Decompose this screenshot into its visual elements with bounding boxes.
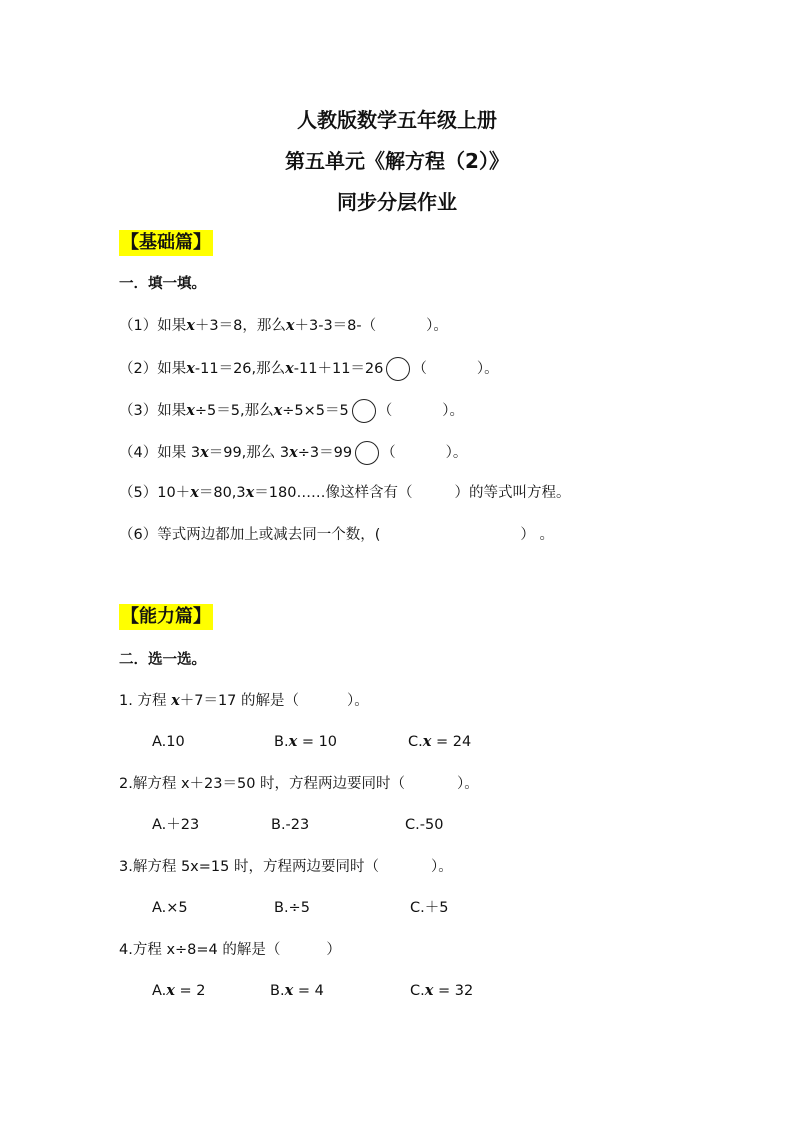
fill-item-4: （4）如果 3x＝99,那么 3x÷3＝99 （ ）。 bbox=[119, 441, 467, 465]
section-ability-label: 【能力篇】 bbox=[119, 604, 213, 630]
fill-item-5: （5）10＋x＝80,3x＝180……像这样含有（ ）的等式叫方程。 bbox=[119, 484, 571, 501]
option-a[interactable]: A.x = 2 bbox=[152, 982, 206, 999]
choose-heading: 二．选一选。 bbox=[119, 652, 206, 668]
fill-item-1: （1）如果x＋3＝8，那么x＋3-3＝8-（ ）。 bbox=[119, 317, 448, 334]
option-b[interactable]: B.x = 4 bbox=[270, 982, 324, 999]
option-a[interactable]: A.×5 bbox=[152, 900, 188, 916]
option-c[interactable]: C.x = 24 bbox=[408, 733, 472, 750]
option-b[interactable]: B.-23 bbox=[271, 817, 310, 833]
operator-circle[interactable] bbox=[355, 441, 379, 465]
section-basic-label: 【基础篇】 bbox=[119, 230, 213, 256]
assignment-title: 同步分层作业 bbox=[337, 190, 457, 214]
fill-item-3: （3）如果x÷5＝5,那么x÷5×5＝5 （ ）。 bbox=[119, 399, 464, 423]
option-c[interactable]: C.＋5 bbox=[410, 900, 449, 916]
option-c[interactable]: C.x = 32 bbox=[410, 982, 474, 999]
option-a[interactable]: A.＋23 bbox=[152, 817, 200, 833]
unit-title: 第五单元《解方程（2）》 bbox=[285, 149, 509, 173]
option-c[interactable]: C.-50 bbox=[405, 817, 444, 833]
option-b[interactable]: B.x = 10 bbox=[274, 733, 338, 750]
question-4: 4.方程 x÷8=4 的解是（ ） bbox=[119, 942, 341, 958]
option-b[interactable]: B.÷5 bbox=[274, 900, 310, 916]
fill-in-heading: 一．填一填。 bbox=[119, 276, 206, 292]
option-a[interactable]: A.10 bbox=[152, 734, 185, 750]
page-title: 人教版数学五年级上册 bbox=[297, 108, 497, 132]
question-2: 2.解方程 x＋23＝50 时，方程两边要同时（ ）。 bbox=[119, 776, 479, 792]
operator-circle[interactable] bbox=[386, 357, 410, 381]
fill-item-2: （2）如果x-11＝26,那么x-11＋11＝26 （ ）。 bbox=[119, 357, 499, 381]
question-1: 1. 方程 x＋7＝17 的解是（ ）。 bbox=[119, 692, 369, 709]
operator-circle[interactable] bbox=[352, 399, 376, 423]
question-3: 3.解方程 5x=15 时，方程两边要同时（ ）。 bbox=[119, 859, 453, 875]
fill-item-6: （6）等式两边都加上或减去同一个数，( ） 。 bbox=[119, 527, 554, 543]
